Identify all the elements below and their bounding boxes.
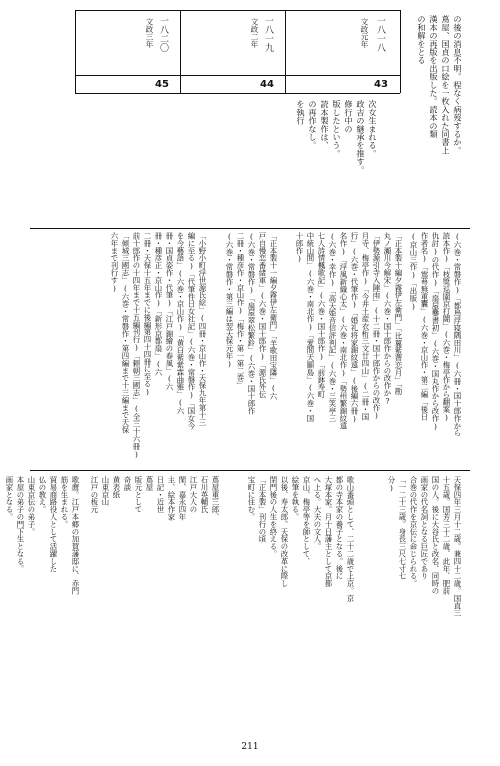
text-column: 政吉の継承を推す。 — [356, 100, 366, 174]
text-column: 石川英輔氏 — [200, 476, 209, 513]
text-column: 画家の代名詞となる巨匠であり — [420, 476, 429, 580]
text-column: へ上る。大夫の文人。 — [313, 476, 322, 550]
text-column: 歌山番頭として、二十二歳で上京。京 — [346, 476, 355, 602]
text-column: (六巻・常磐作)「都鳥浮寝隅田川」(六冊・国十郎作から — [453, 232, 462, 437]
header-bottom-rule — [75, 75, 400, 76]
year-header: 一八一八 — [375, 16, 385, 52]
text-column: 宝町に住む。 — [247, 476, 256, 521]
text-column: 二冊・種彦作・京山作)「梅作・第一第二巻」 — [236, 232, 245, 389]
header-divider — [400, 10, 401, 93]
text-column: 国の人。後に大谷氏と改名、同時の — [431, 476, 440, 595]
text-column: 編に至る)「代筆件日女社記」(六巻・常磐作)「国女今 — [187, 232, 196, 430]
text-column: 奇談 — [123, 476, 132, 491]
text-column: 貿易商路役人として活躍した — [49, 476, 58, 573]
header-divider — [75, 10, 76, 93]
text-column: 丸ノ瀬川今解宋」(六巻・国十郎作からの改作か? — [383, 232, 392, 406]
text-column: 版元として — [134, 476, 143, 513]
text-column: (六巻・常磐作)「扇屋翠松繁鈴」(六巻・国十郎作 — [247, 232, 256, 415]
text-column: を今藝語」(六巻・京山作)「黄白紫紫霖曲雅」(六 — [176, 232, 185, 415]
text-column: 行」(六巻・代筆作)「婚礼将家錦紋遠」(後編六冊) — [350, 232, 359, 424]
page-number: 211 — [241, 742, 259, 752]
text-column: 二冊・天保十五年までに後編第四十四冊に至る) — [143, 232, 152, 397]
text-column: 「伊勢源引寺入陣雨」(十二冊・国十郎作からの改作) — [372, 232, 381, 421]
text-column: 京山、梅亭等を師として、 — [302, 476, 311, 565]
text-column: 「一二十三歳。身長三尺七寸七 — [398, 476, 407, 580]
year-header: 一八二〇 — [158, 16, 168, 52]
text-column: 都の寺本家の養子となる。後に — [335, 476, 344, 580]
text-column: 分) — [387, 476, 396, 493]
section-rule — [30, 470, 470, 471]
text-column: 画家となる。 — [5, 476, 14, 521]
text-column: 本屋の弟子の門下生となる。 — [16, 476, 25, 573]
text-column: 絵筆を執る。 — [291, 476, 300, 521]
text-column: 黄表紙 — [112, 476, 121, 499]
text-column: 合巻の代作を京伝に命じられる。 — [409, 476, 418, 587]
text-column: 江戸の板元 — [90, 476, 99, 513]
text-column: 閉門後の人生を終える。 — [269, 476, 278, 558]
text-column: 主、絵本作家 — [167, 476, 176, 521]
text-column: 閑、嘉永四年 — [178, 476, 187, 521]
text-column: 次女生まれる。 — [368, 100, 378, 158]
text-column: 版したという。 — [332, 100, 342, 158]
text-column: 「傾城三國志」(六巻・常磐作・第四編まで十三編まで天保 — [121, 232, 130, 434]
text-column: 蔦屋重三郎、 — [211, 476, 220, 521]
text-column: 「正本製十一編夕霧伊左衛門」「羊歌田宝隣」(六 — [269, 232, 278, 401]
text-column: 月寺、梅亭作)「今井土産衣桁三文廿四山」(二冊・国 — [361, 232, 370, 421]
text-column: 歌麿。江戸本郷の加賀藩邸に、赤門 — [71, 476, 80, 595]
text-column: 冊・国貞姿作・代筆)「江戸錦繪の春風」(六 — [165, 232, 174, 391]
text-column: 読本製作は、 — [320, 100, 330, 150]
text-column: 中統山間」(六巻・南北作)「愛間天顯島」(六巻・国 — [306, 232, 315, 422]
text-column: 「小野小町浮世源氏絵」(四冊・京山作・天保九年第十三 — [198, 232, 207, 426]
section-rule — [30, 228, 470, 229]
text-column: 以後、寿太郎。天保の改革に際し — [280, 476, 289, 587]
text-column: 山東京山 — [101, 476, 110, 506]
text-column: 山東京伝の弟子。 — [27, 476, 36, 536]
text-column: 十五歳。国芳三十二歳、此年、肥前 — [442, 476, 451, 595]
text-column: 修行中の — [344, 100, 354, 133]
header-divider — [285, 10, 286, 93]
text-column: 蔦屋、国貞の口絵を一枚入れた同書上 — [441, 15, 451, 155]
text-column: 天保四年三月十二歳。兼四十二歳。国直三 — [453, 476, 462, 617]
entry-number: 44 — [260, 79, 274, 90]
text-column: 七人詩情楓歌記」(六巻・国十郎作)「前鉢寿町 — [317, 232, 326, 398]
text-column: (京山三作)「出版) — [409, 232, 418, 311]
text-column: 漢本の再版を出版した。読本の類 — [429, 15, 439, 138]
text-column: を執行 — [296, 100, 306, 125]
text-column: (六巻・常磐作・第三編は翌天保元年) — [225, 232, 234, 369]
header-divider — [180, 10, 181, 93]
text-column: 冊・種彦正・京山作)「新形京都扇」(六 — [154, 232, 163, 376]
text-column: 蔦屋 — [145, 476, 154, 491]
text-column: 「正本製十編夕霧伊左衛門」「比翼紫薺恋月」「勘 — [394, 232, 403, 395]
text-column: 大塚本家。月十日藩主として京都 — [324, 476, 333, 587]
header-top-rule — [75, 10, 400, 11]
entry-number: 45 — [155, 79, 169, 90]
text-column: 仏の教え。 — [38, 476, 47, 513]
text-column: 前十郎作の十四年まで十五編刊行)「頼朝三國志」(全三十六冊) — [132, 232, 141, 459]
text-column: 「正本製」刊行の頃 — [258, 476, 267, 543]
text-column: の再作なし。 — [308, 100, 318, 150]
header-number-rule — [75, 93, 400, 94]
text-column: 江戸大人の — [189, 476, 198, 513]
text-column: 戸自慢恋番緒軍」(六巻・国十郎作)「源氏外伝 — [258, 232, 267, 398]
text-column: 読本作)「枝獎巡園京打鬪」(六巻・梅亭作から翻案) — [442, 232, 451, 422]
text-column: の和解をとる — [417, 15, 427, 73]
text-column: 日記・近世 — [156, 476, 165, 513]
text-column: 十郎作) — [295, 232, 304, 264]
text-column: 六年まで刊行す) — [110, 232, 119, 293]
entry-number: 43 — [374, 79, 388, 90]
text-column: の後の消息不明。程なく病歿するか。 — [453, 15, 463, 155]
text-column: 筋を生まれる。 — [60, 476, 69, 528]
text-column: 仇討)の代作)「扇屋爨書初」(六巻・国丸作から改作) — [431, 232, 440, 431]
era-header: 文政二年 — [250, 18, 259, 48]
text-column: 名作)「浮風新織心太」(六巻・南北作)「勢州繁錦紋遠 — [339, 232, 348, 430]
era-header: 文政元年 — [360, 18, 369, 48]
era-header: 文政三年 — [145, 18, 154, 48]
text-column: 作者名)「鴬萼無重囊」(六巻・京山作・第二編「後日 — [420, 232, 429, 421]
year-header: 一八一九 — [263, 16, 273, 52]
text-column: (六巻・幸作)「高天姫音信評判記」(六巻・三笑亭三 — [328, 232, 337, 422]
